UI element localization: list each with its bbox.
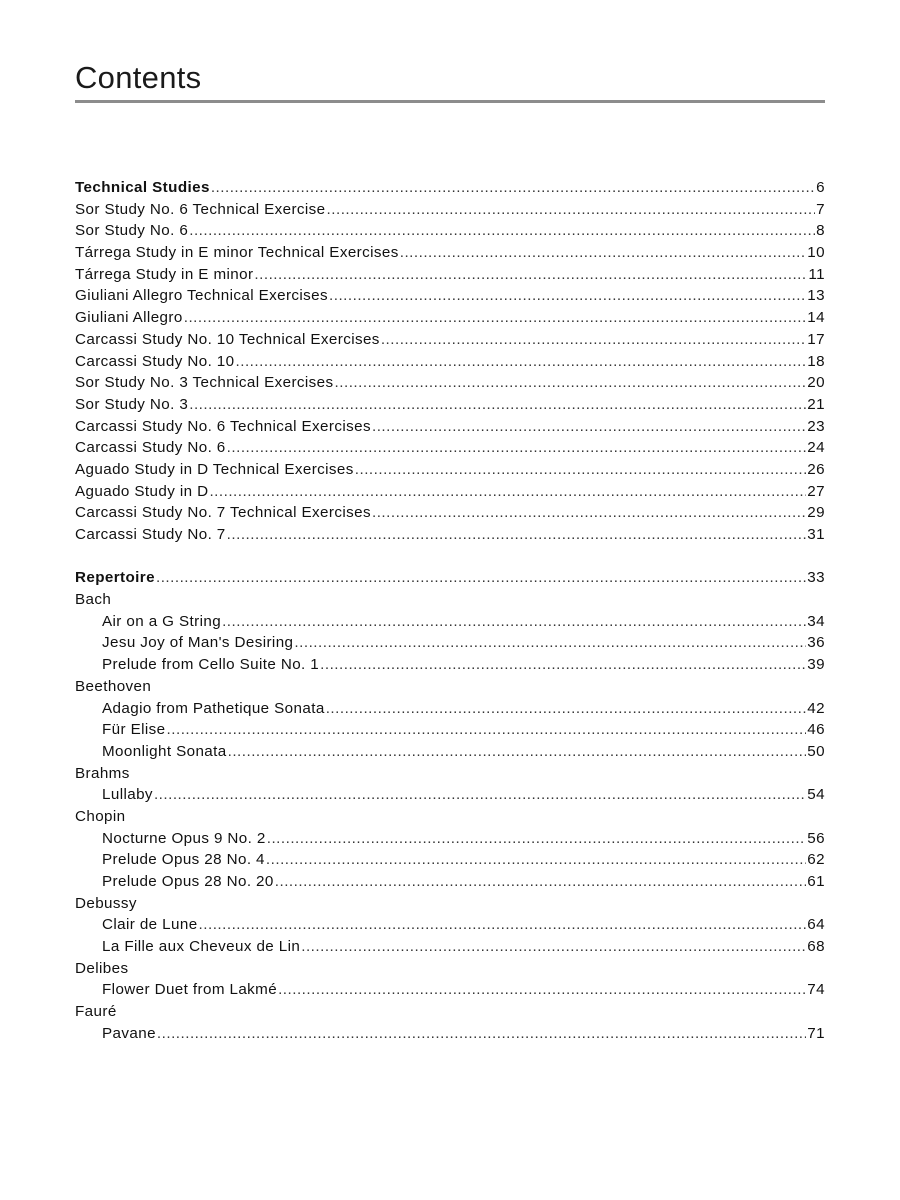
- toc-entry-label: Carcassi Study No. 6: [75, 439, 226, 457]
- dot-leader: [278, 979, 806, 1001]
- composer-heading[interactable]: [75, 589, 825, 611]
- toc-entry-label: Tárrega Study in E minor: [75, 265, 254, 283]
- page-number: 24: [807, 439, 825, 457]
- section-heading-technical-studies[interactable]: [75, 177, 825, 199]
- toc-piece-entry[interactable]: [75, 784, 825, 806]
- toc-piece-entry[interactable]: [75, 849, 825, 871]
- toc-piece-entry[interactable]: [75, 719, 825, 741]
- section-heading-technical-studies-label: Technical Studies: [75, 179, 210, 196]
- page-number: 31: [807, 526, 825, 543]
- toc-entry-label: Carcassi Study No. 6 Technical Exercises: [75, 417, 371, 435]
- dot-leader: [189, 394, 806, 416]
- dot-leader: [329, 285, 806, 307]
- page-number: 54: [807, 786, 825, 804]
- composer-heading-label: Bach: [75, 591, 112, 609]
- toc-entry-label: Aguado Study in D: [75, 482, 209, 500]
- page-number: 17: [807, 330, 825, 348]
- composer-heading-label: Brahms: [75, 764, 130, 782]
- composer-heading[interactable]: [75, 763, 825, 785]
- toc-piece-entry[interactable]: [75, 828, 825, 850]
- page-number: 33: [807, 569, 825, 587]
- page-number: 8: [816, 222, 825, 240]
- page-number: 46: [807, 721, 825, 739]
- dot-leader: [228, 741, 807, 763]
- page-number: 20: [807, 374, 825, 392]
- toc-entry-label: Carcassi Study No. 7: [75, 526, 226, 543]
- toc-entry[interactable]: [75, 459, 825, 481]
- dot-leader: [301, 936, 806, 958]
- toc-piece-entry-label: Jesu Joy of Man's Desiring: [102, 634, 294, 652]
- toc-entry-label: Tárrega Study in E minor Technical Exercises: [75, 244, 399, 262]
- toc-entry-label: Sor Study No. 6: [75, 222, 189, 240]
- dot-leader: [400, 242, 807, 264]
- composer-heading[interactable]: [75, 806, 825, 828]
- composer-heading-label: Chopin: [75, 807, 126, 825]
- dot-leader: [199, 914, 807, 936]
- page-number: 62: [807, 851, 825, 869]
- page-number: 10: [807, 244, 825, 262]
- toc-piece-entry[interactable]: [75, 1023, 825, 1045]
- toc-entry-label: Carcassi Study No. 7 Technical Exercises: [75, 504, 371, 522]
- dot-leader: [167, 719, 807, 741]
- toc-piece-entry-label: Pavane: [102, 1024, 156, 1042]
- dot-leader: [189, 220, 815, 242]
- page-number: 61: [807, 873, 825, 890]
- dot-leader: [227, 437, 807, 459]
- toc-piece-entry-label: La Fille aux Cheveux de Lin: [102, 938, 301, 956]
- page-number: 68: [807, 938, 825, 956]
- section-heading-repertoire-label: Repertoire: [75, 569, 155, 587]
- toc-entry[interactable]: [75, 524, 825, 546]
- table-of-contents: [75, 177, 825, 1045]
- composer-heading[interactable]: [75, 893, 825, 915]
- toc-piece-entry-label: Prelude Opus 28 No. 4: [102, 851, 265, 869]
- composer-heading[interactable]: [75, 958, 825, 980]
- dot-leader: [372, 416, 806, 438]
- dot-leader: [254, 264, 807, 286]
- page-number: 13: [807, 287, 825, 305]
- page-number: 7: [816, 200, 825, 218]
- page-number: 6: [816, 179, 825, 196]
- page-number: 29: [807, 504, 825, 522]
- page-number: 11: [808, 265, 825, 283]
- page-number: 26: [807, 460, 825, 478]
- page-number: 18: [807, 352, 825, 370]
- dot-leader: [211, 177, 815, 199]
- toc-entry-label: Giuliani Allegro Technical Exercises: [75, 287, 329, 305]
- toc-entry[interactable]: [75, 416, 825, 438]
- dot-leader: [222, 611, 806, 633]
- toc-entry-label: Sor Study No. 6 Technical Exercise: [75, 200, 326, 218]
- toc-entry-label: Giuliani Allegro: [75, 309, 183, 327]
- dot-leader: [236, 351, 807, 373]
- toc-entry[interactable]: [75, 372, 825, 394]
- composer-heading-label: Beethoven: [75, 677, 152, 695]
- toc-entry[interactable]: [75, 329, 825, 351]
- toc-entry[interactable]: [75, 242, 825, 264]
- page-number: 64: [807, 916, 825, 934]
- dot-leader: [154, 784, 806, 806]
- title-rule: [75, 100, 825, 103]
- toc-entry[interactable]: [75, 394, 825, 416]
- page-number: 74: [807, 981, 825, 999]
- page-number: 14: [807, 309, 825, 327]
- toc-piece-entry-label: Flower Duet from Lakmé: [102, 981, 278, 999]
- dot-leader: [294, 632, 806, 654]
- dot-leader: [275, 871, 807, 893]
- dot-leader: [335, 372, 807, 394]
- toc-entry-label: Carcassi Study No. 10 Technical Exercises: [75, 330, 380, 348]
- page-number: 42: [807, 699, 825, 717]
- page-title: Contents: [75, 60, 202, 95]
- dot-leader: [326, 698, 807, 720]
- toc-piece-entry-label: Adagio from Pathetique Sonata: [102, 699, 325, 717]
- toc-piece-entry[interactable]: [75, 871, 825, 893]
- dot-leader: [266, 849, 806, 871]
- dot-leader: [267, 828, 807, 850]
- dot-leader: [156, 567, 806, 589]
- dot-leader: [320, 654, 806, 676]
- page-number: 23: [807, 417, 825, 435]
- dot-leader: [227, 524, 807, 546]
- toc-piece-entry-label: Air on a G String: [102, 612, 222, 630]
- dot-leader: [372, 502, 806, 524]
- toc-piece-entry[interactable]: [75, 698, 825, 720]
- page-number: 50: [807, 742, 825, 760]
- toc-piece-entry-label: Für Elise: [102, 721, 166, 739]
- toc-entry[interactable]: [75, 264, 825, 286]
- toc-entry[interactable]: [75, 502, 825, 524]
- toc-entry[interactable]: [75, 285, 825, 307]
- page-number: 21: [807, 395, 825, 413]
- toc-piece-entry[interactable]: [75, 914, 825, 936]
- toc-piece-entry[interactable]: [75, 936, 825, 958]
- toc-entry[interactable]: [75, 481, 825, 503]
- dot-leader: [209, 481, 806, 503]
- composer-heading[interactable]: [75, 1001, 825, 1023]
- toc-piece-entry-label: Nocturne Opus 9 No. 2: [102, 829, 266, 847]
- toc-entry[interactable]: [75, 199, 825, 221]
- dot-leader: [355, 459, 807, 481]
- toc-piece-entry[interactable]: [75, 979, 825, 1001]
- dot-leader: [157, 1023, 806, 1045]
- toc-piece-entry[interactable]: [75, 741, 825, 763]
- toc-piece-entry[interactable]: [75, 611, 825, 633]
- toc-entry-label: Aguado Study in D Technical Exercises: [75, 460, 354, 478]
- page-number: 27: [807, 482, 825, 500]
- page-number: 34: [807, 612, 825, 630]
- page-number: 36: [807, 634, 825, 652]
- toc-piece-entry-label: Prelude Opus 28 No. 20: [102, 873, 274, 890]
- toc-piece-entry[interactable]: [75, 632, 825, 654]
- dot-leader: [184, 307, 807, 329]
- section-heading-repertoire[interactable]: [75, 567, 825, 589]
- toc-piece-entry-label: Clair de Lune: [102, 916, 198, 934]
- toc-entry[interactable]: [75, 351, 825, 373]
- toc-piece-entry-label: Moonlight Sonata: [102, 742, 227, 760]
- page-number: 71: [807, 1024, 825, 1042]
- dot-leader: [327, 199, 816, 221]
- toc-entry[interactable]: [75, 437, 825, 459]
- toc-piece-entry[interactable]: [75, 654, 825, 676]
- section-gap: [75, 546, 825, 568]
- page-number: 39: [807, 656, 825, 674]
- toc-entry[interactable]: [75, 220, 825, 242]
- toc-piece-entry-label: Prelude from Cello Suite No. 1: [102, 656, 320, 674]
- page-number: 56: [807, 829, 825, 847]
- toc-piece-entry-label: Lullaby: [102, 786, 153, 804]
- toc-entry-label: Sor Study No. 3: [75, 395, 189, 413]
- composer-heading[interactable]: [75, 676, 825, 698]
- composer-heading-label: Delibes: [75, 959, 129, 977]
- composer-heading-label: Fauré: [75, 1003, 117, 1021]
- dot-leader: [381, 329, 806, 351]
- composer-heading-label: Debussy: [75, 894, 137, 912]
- toc-entry-label: Sor Study No. 3 Technical Exercises: [75, 374, 334, 392]
- toc-entry-label: Carcassi Study No. 10: [75, 352, 235, 370]
- toc-entry[interactable]: [75, 307, 825, 329]
